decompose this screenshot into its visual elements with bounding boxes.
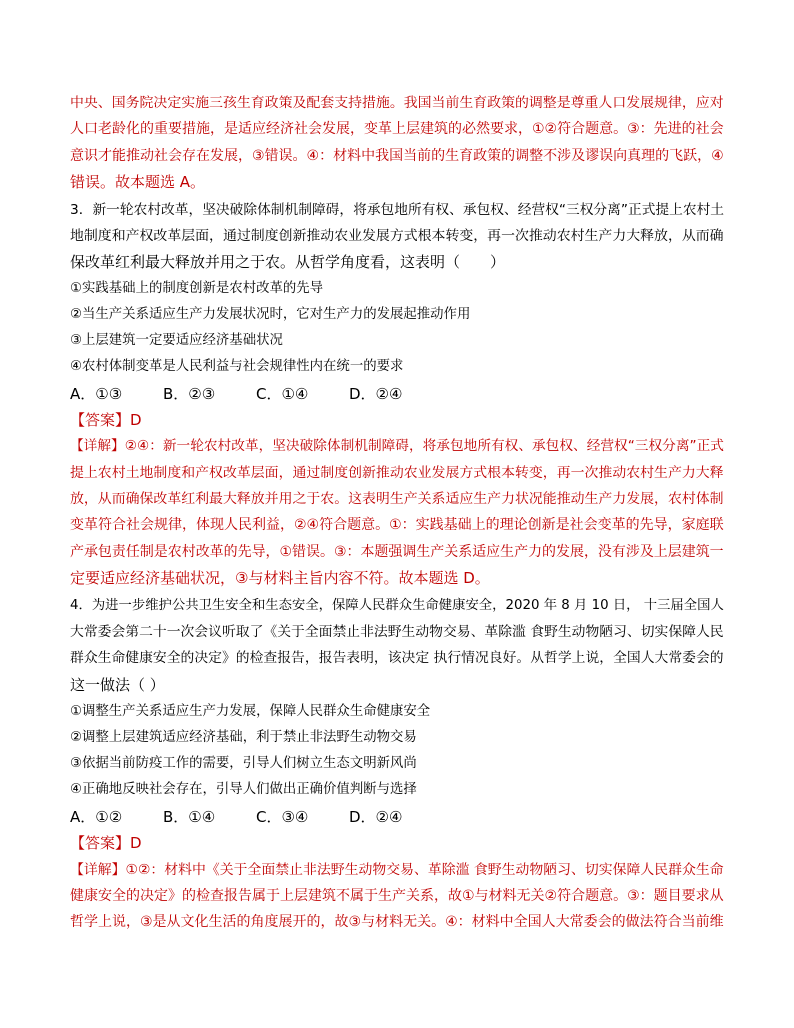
prev-explanation-line: 意识才能推动社会存在发展，③错误。④：材料中我国当前的生育政策的调整不涉及谬误向真理的飞跃，④ [70,148,724,164]
question-3-stem: 保改革红利最大释放并用之于农。从哲学角度看，这表明（ ） [70,253,506,271]
question-3-explanation: 提上农村土地制度和产权改革层面，通过制度创新推动农业发展方式根本转变，再一次推动农村生产力大释 [70,465,724,481]
question-4-stem: 大常委会第二十一次会议听取了《关于全面禁止非法野生动物交易、革除滥 食野生动物陋习、切实保障人民 [70,624,724,640]
question-3-statement: ③上层建筑一定要适应经济基础状况 [70,333,283,348]
question-3-explanation: 【详解】②④：新一轮农村改革，坚决破除体制机制障碍，将承包地所有权、承包权、经营权“三权分离”正式 [70,438,724,454]
question-3-statement: ④农村体制变革是人民利益与社会规律性内在统一的要求 [70,359,404,374]
question-4-stem: 4．为进一步维护公共卫生安全和生态安全，保障人民群众生命健康安全，2020 年 8 月 10 日， 十三届全国人 [70,598,724,613]
question-4-explanation: 健康安全的决定》的检查报告属于上层建筑不属于生产关系，故①与材料无关②符合题意。③：题目要求从 [70,888,724,904]
question-3-stem: 地制度和产权改革层面，通过制度创新推动农业发展方式根本转变，再一次推动农村生产力大释放，从而确 [70,228,724,244]
question-3-answer: 【答案】D [70,411,142,429]
question-4-explanation: 【详解】①②：材料中《关于全面禁止非法野生动物交易、革除滥 食野生动物陋习、切实保障人民群众生命 [70,862,724,878]
question-4-answer: 【答案】D [70,834,142,852]
option-c: C．①④ [256,385,309,403]
option-b: B．②③ [163,385,216,403]
question-3-explanation: 产承包责任制是农村改革的先导，①错误。③：本题强调生产关系适应生产力的发展，没有涉及上层建筑一 [70,544,724,560]
option-d: D．②④ [349,385,403,403]
question-4-statement: ①调整生产关系适应生产力发展，保障人民群众生命健康安全 [70,704,431,719]
prev-explanation-line: 错误。故本题选 A。 [70,173,206,191]
question-4-options [70,807,402,827]
question-3-explanation: 变革符合社会规律，体现人民利益，②④符合题意。①：实践基础上的理论创新是社会变革的先导，家庭联 [70,517,724,533]
question-3-statement: ②当生产关系适应生产力发展状况时，它对生产力的发展起推动作用 [70,307,471,322]
option-c: C．③④ [256,808,309,826]
question-4-statement: ③依据当前防疫工作的需要，引导人们树立生态文明新风尚 [70,756,417,771]
option-d: D．②④ [349,808,403,826]
option-a: A．①③ [70,385,123,403]
prev-explanation-line: 人口老龄化的重要措施，是适应经济社会发展，变革上层建筑的必然要求，①②符合题意。③：先进的社会 [70,121,724,137]
question-4-statement: ②调整上层建筑适应经济基础，利于禁止非法野生动物交易 [70,730,417,745]
prev-explanation-line: 中央、国务院决定实施三孩生育政策及配套支持措施。我国当前生育政策的调整是尊重人口发展规律，应对 [70,95,724,111]
question-3-explanation: 放，从而确保改革红利最大释放并用之于农。这表明生产关系适应生产力状况能推动生产力发展，农村体制 [70,491,724,507]
question-3-stem: 3．新一轮农村改革，坚决破除体制机制障碍，将承包地所有权、承包权、经营权“三权分离”正式提上农村土 [70,202,725,218]
question-4-statement: ④正确地反映社会存在，引导人们做出正确价值判断与选择 [70,782,417,797]
question-3-explanation: 定要适应经济基础状况，③与材料主旨内容不符。故本题选 D。 [70,569,490,587]
question-4-stem: 这一做法（ ） [70,676,165,694]
option-a: A．①② [70,808,123,826]
question-4-explanation: 哲学上说，③是从文化生活的角度展开的，故③与材料无关。④：材料中全国人大常委会的做法符合当前维 [70,914,724,930]
question-3-statement: ①实践基础上的制度创新是农村改革的先导 [70,281,324,296]
option-b: B．①④ [163,808,216,826]
question-4-stem: 群众生命健康安全的决定》的检查报告，报告表明，该决定 执行情况良好。从哲学上说，全国人大常委会的 [70,650,724,666]
question-3-options [70,384,402,404]
